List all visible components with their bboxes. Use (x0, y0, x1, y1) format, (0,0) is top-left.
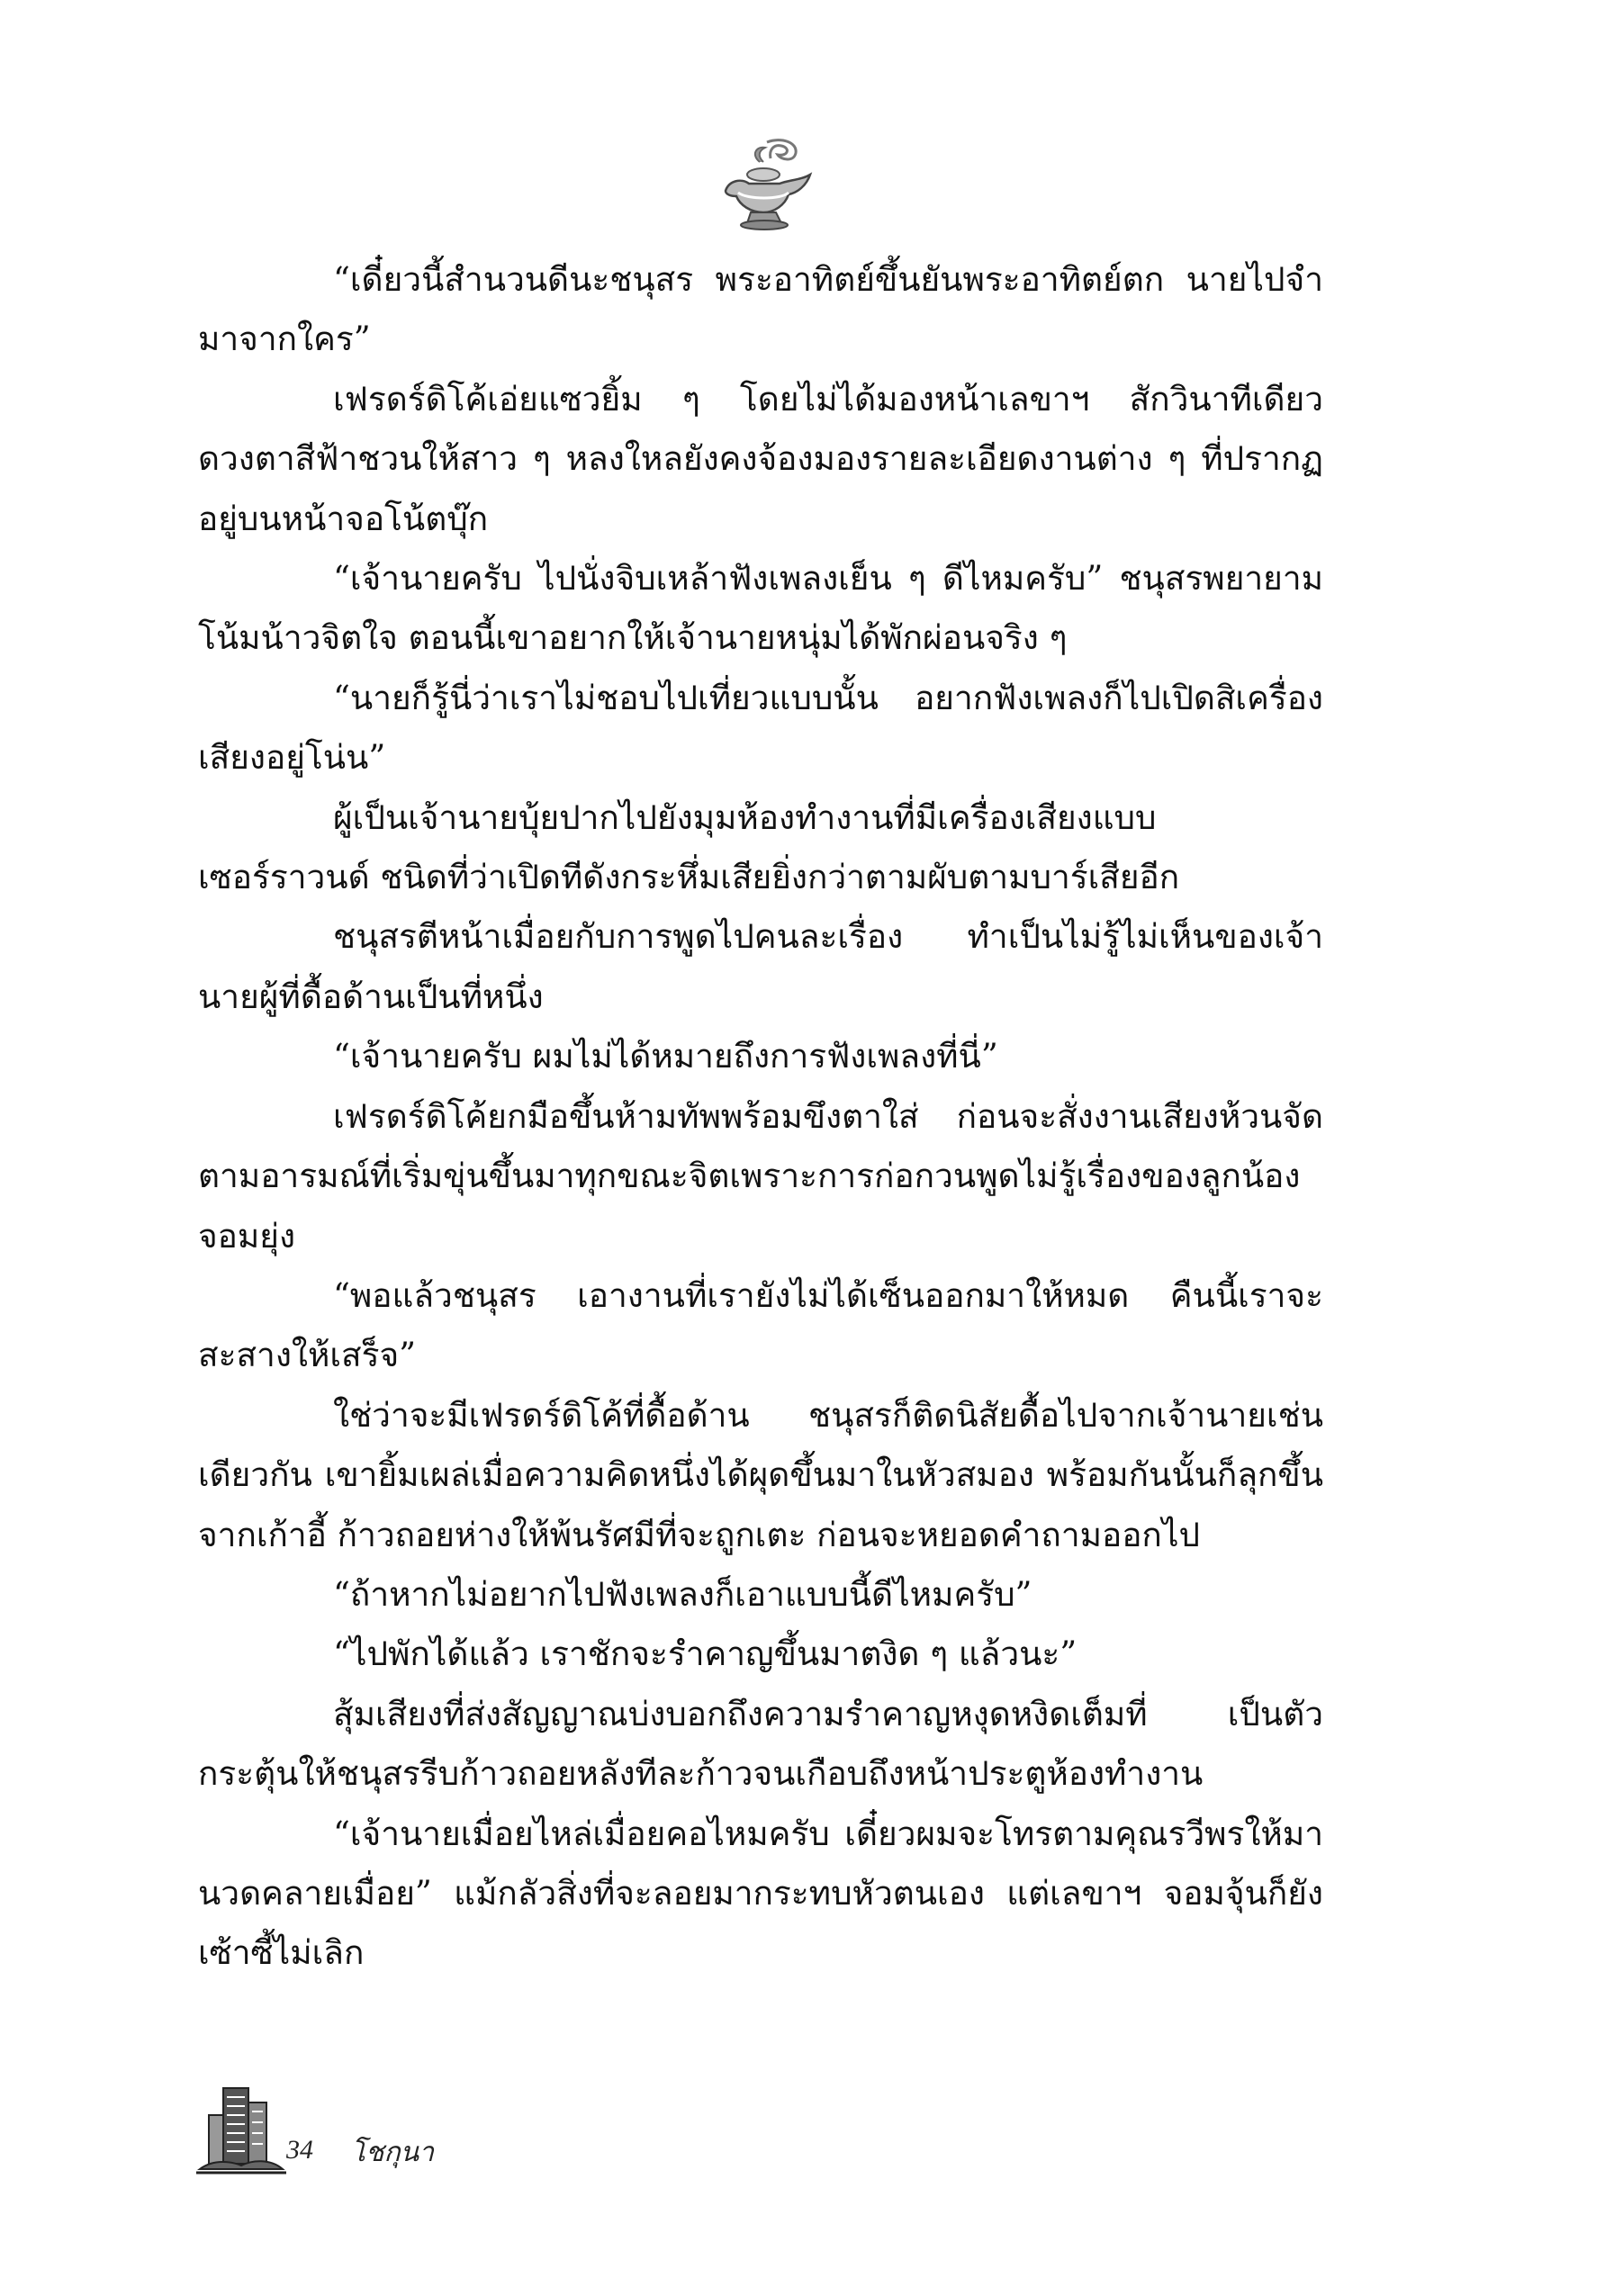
book-title: โชกุนา (351, 2137, 434, 2168)
paragraph: “เจ้านายเมื่อยไหล่เมื่อยคอไหมครับ เดี๋ยวผมจะโทรตามคุณรวีพรให้มานวดคลายเมื่อย” แม้กลัวสิ่งที่จะลอยมากระทบหัวตนเอง แต่เลขาฯ จอมจุ้นก็ยังเซ้าซี้ไม่เลิก (198, 1814, 1323, 1973)
page-number: 34 (286, 2135, 313, 2165)
genie-lamp-icon (711, 135, 819, 234)
paragraph: ผู้เป็นเจ้านายบุ้ยปากไปยังมุมห้องทำงานที่มีเครื่องเสียงแบบเซอร์ราวนด์ ชนิดที่ว่าเปิดทีดังกระหึ่มเสียยิ่งกว่าตามผับตามบาร์เสียอีก (198, 797, 1180, 897)
paragraph: เฟรดร์ดิโค้เอ่ยแซวยิ้ม ๆ โดยไม่ได้มองหน้าเลขาฯ สักวินาทีเดียว ดวงตาสีฟ้าชวนให้สาว ๆ หลงใหลยังคงจ้องมองรายละเอียดงานต่าง ๆ ที่ปรากฏอยู่บนหน้าจอโน้ตบุ๊ก (198, 379, 1323, 538)
page-footer (196, 2079, 556, 2187)
paragraph: “นายก็รู้นี่ว่าเราไม่ชอบไปเที่ยวแบบนั้น อยากฟังเพลงก็ไปเปิดสิเครื่องเสียงอยู่โน่น” (198, 678, 1323, 778)
paragraph: ชนุสรตีหน้าเมื่อยกับการพูดไปคนละเรื่อง ทำเป็นไม่รู้ไม่เห็นของเจ้านายผู้ที่ดื้อด้านเป็นที่หนึ่ง (198, 917, 1323, 1016)
paragraph: “ถ้าหากไม่อยากไปฟังเพลงก็เอาแบบนี้ดีไหมครับ” (333, 1574, 1032, 1614)
paragraph: “ไปพักได้แล้ว เราชักจะรำคาญขึ้นมาตงิด ๆ แล้วนะ” (333, 1634, 1078, 1674)
paragraph: “เจ้านายครับ ผมไม่ได้หมายถึงการฟังเพลงที่นี่” (333, 1037, 998, 1076)
chapter-body (198, 250, 1323, 1984)
paragraph: เฟรดร์ดิโค้ยกมือขึ้นห้ามทัพพร้อมขึงตาใส่ ก่อนจะสั่งงานเสียงห้วนจัดตามอารมณ์ที่เริ่มขุ่นขึ้นมาทุกขณะจิตเพราะการก่อกวนพูดไม่รู้เรื่องของลูกน้องจอมยุ่ง (198, 1096, 1323, 1256)
paragraph: “เจ้านายครับ ไปนั่งจิบเหล้าฟังเพลงเย็น ๆ ดีไหมครับ” ชนุสรพยายามโน้มน้าวจิตใจ ตอนนี้เขาอยากให้เจ้านายหนุ่มได้พักผ่อนจริง ๆ (198, 559, 1323, 658)
building-icon (196, 2079, 286, 2178)
paragraph: สุ้มเสียงที่ส่งสัญญาณบ่งบอกถึงความรำคาญหงุดหงิดเต็มที่ เป็นตัวกระตุ้นให้ชนุสรรีบก้าวถอยหลังทีละก้าวจนเกือบถึงหน้าประตูห้องทำงาน (198, 1694, 1323, 1794)
paragraph: ใช่ว่าจะมีเฟรดร์ดิโค้ที่ดื้อด้าน ชนุสรก็ติดนิสัยดื้อไปจากเจ้านายเช่นเดียวกัน เขายิ้มเผล่เมื่อความคิดหนึ่งได้ผุดขึ้นมาในหัวสมอง พร้อมกันนั้นก็ลุกขึ้นจากเก้าอี้ ก้าวถอยห่างให้พ้นรัศมีที่จะถูกเตะ ก่อนจะหยอดคำถามออกไป (198, 1395, 1323, 1554)
paragraph: “เดี๋ยวนี้สำนวนดีนะชนุสร พระอาทิตย์ขึ้นยันพระอาทิตย์ตก นายไปจำมาจากใคร” (198, 260, 1323, 359)
paragraph: “พอแล้วชนุสร เอางานที่เรายังไม่ได้เซ็นออกมาให้หมด คืนนี้เราจะสะสางให้เสร็จ” (198, 1275, 1323, 1375)
